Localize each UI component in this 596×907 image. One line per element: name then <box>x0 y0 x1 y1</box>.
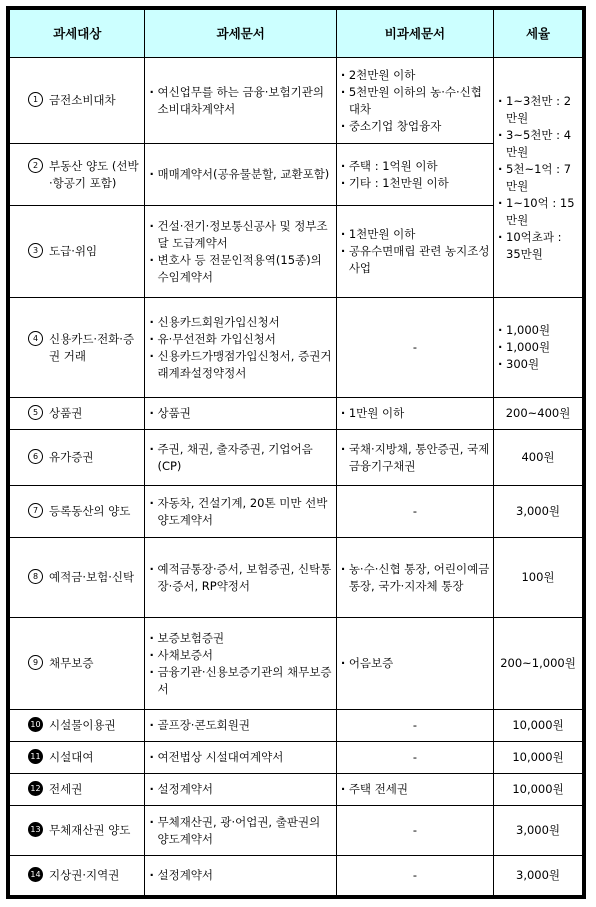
exempt-item: · 2천만원 이하 <box>340 67 490 84</box>
doc-item: · 무체재산권, 광·어업권, 출판권의 양도계약서 <box>148 814 332 848</box>
target-cell <box>10 430 145 486</box>
rate-cell: 400원 <box>494 430 583 486</box>
row-number-icon: 6 <box>28 449 43 464</box>
target-cell <box>10 856 145 896</box>
doc-item: · 주권, 채권, 출자증권, 기업어음(CP) <box>148 441 332 475</box>
exempt-item: · 공유수면매립 관련 농지조성사업 <box>340 243 490 277</box>
doc-cell <box>145 806 336 856</box>
target-label: 지상권·지역권 <box>49 868 120 882</box>
exempt-cell <box>336 618 493 710</box>
target-cell <box>10 742 145 774</box>
exempt-cell: - <box>336 742 493 774</box>
header-rate: 세율 <box>494 10 583 58</box>
exempt-item: · 기타 : 1천만원 이하 <box>340 175 490 192</box>
table-row <box>10 856 583 896</box>
doc-item: · 신용카드가맹점가입신청서, 증권거래계좌설정약정서 <box>148 348 332 382</box>
target-label: 시설대여 <box>49 750 94 764</box>
target-label: 채무보증 <box>49 656 94 670</box>
exempt-item: · 주택 : 1억원 이하 <box>340 158 490 175</box>
target-label: 금전소비대차 <box>49 93 116 107</box>
row-number-icon: 11 <box>28 749 43 764</box>
rate-cell <box>494 298 583 398</box>
doc-cell <box>145 144 336 206</box>
doc-item: · 자동차, 건설기계, 20톤 미만 선박 양도계약서 <box>148 495 332 529</box>
target-cell <box>10 206 145 298</box>
rate-cell: 3,000원 <box>494 856 583 896</box>
doc-item: · 골프장·콘도회원권 <box>148 717 332 734</box>
rate-item: · 1,000원 <box>497 322 579 339</box>
rate-item: · 10억초과 : 35만원 <box>497 229 579 263</box>
doc-cell <box>145 742 336 774</box>
doc-cell <box>145 856 336 896</box>
rate-cell: 100원 <box>494 538 583 618</box>
target-cell <box>10 398 145 430</box>
rate-cell: 3,000원 <box>494 806 583 856</box>
stamp-tax-table-frame <box>6 6 586 899</box>
target-label: 시설물이용권 <box>49 718 116 732</box>
table-row <box>10 486 583 538</box>
doc-item: · 설정계약서 <box>148 781 332 798</box>
doc-cell <box>145 486 336 538</box>
table-row <box>10 618 583 710</box>
table-row <box>10 806 583 856</box>
doc-cell <box>145 430 336 486</box>
header-exempt: 비과세문서 <box>336 10 493 58</box>
row-number-icon: 4 <box>28 331 43 346</box>
target-label: 상품권 <box>49 406 83 420</box>
table-row <box>10 742 583 774</box>
exempt-cell: - <box>336 298 493 398</box>
exempt-item: · 국채·지방채, 통안증권, 국제금융기구채권 <box>340 441 490 475</box>
row-number-icon: 2 <box>28 158 43 173</box>
row-number-icon: 10 <box>28 717 43 732</box>
doc-item: · 사채보증서 <box>148 647 332 664</box>
exempt-cell <box>336 430 493 486</box>
exempt-cell <box>336 58 493 144</box>
stamp-tax-table <box>9 9 583 896</box>
target-label: 예적금·보험·신탁 <box>49 570 135 584</box>
rate-cell: 10,000원 <box>494 742 583 774</box>
doc-cell <box>145 298 336 398</box>
rate-item: · 1~3천만 : 2만원 <box>497 93 579 127</box>
exempt-item: · 5천만원 이하의 농·수·신협 대차 <box>340 84 490 118</box>
target-label: 도급·위임 <box>49 244 98 258</box>
doc-cell <box>145 206 336 298</box>
table-row <box>10 58 583 144</box>
doc-cell <box>145 774 336 806</box>
header-target: 과세대상 <box>10 10 145 58</box>
row-number-icon: 3 <box>28 243 43 258</box>
exempt-cell: - <box>336 856 493 896</box>
row-number-icon: 5 <box>28 405 43 420</box>
target-label: 신용카드·전화·증권 거래 <box>49 331 135 363</box>
exempt-item: · 어음보증 <box>340 655 490 672</box>
exempt-item: · 1만원 이하 <box>340 405 490 422</box>
exempt-cell <box>336 144 493 206</box>
target-cell <box>10 806 145 856</box>
exempt-cell <box>336 538 493 618</box>
doc-item: · 금융기관·신용보증기관의 채무보증서 <box>148 664 332 698</box>
table-row <box>10 710 583 742</box>
doc-item: · 보증보험증권 <box>148 630 332 647</box>
row-number-icon: 8 <box>28 569 43 584</box>
row-number-icon: 7 <box>28 503 43 518</box>
doc-cell <box>145 538 336 618</box>
exempt-cell: - <box>336 710 493 742</box>
target-cell <box>10 538 145 618</box>
rate-cell: 10,000원 <box>494 774 583 806</box>
target-cell <box>10 144 145 206</box>
doc-item: · 매매계약서(공유물분할, 교환포함) <box>148 166 332 183</box>
target-label: 유가증권 <box>49 450 94 464</box>
table-row <box>10 430 583 486</box>
row-number-icon: 12 <box>28 781 43 796</box>
target-label: 등록동산의 양도 <box>49 504 131 518</box>
row-number-icon: 9 <box>28 655 43 670</box>
exempt-item: · 주택 전세권 <box>340 781 490 798</box>
target-cell <box>10 618 145 710</box>
target-cell <box>10 486 145 538</box>
exempt-cell: - <box>336 486 493 538</box>
rate-item: · 1~10억 : 15만원 <box>497 195 579 229</box>
doc-item: · 여전법상 시설대여계약서 <box>148 749 332 766</box>
target-label: 무체재산권 양도 <box>49 823 131 837</box>
rate-cell: 10,000원 <box>494 710 583 742</box>
row-number-icon: 13 <box>28 822 43 837</box>
table-row <box>10 298 583 398</box>
doc-item: · 예적금통장·증서, 보험증권, 신탁통장·증서, RP약정서 <box>148 561 332 595</box>
table-row <box>10 774 583 806</box>
target-cell <box>10 58 145 144</box>
target-cell <box>10 298 145 398</box>
doc-item: · 유·무선전화 가입신청서 <box>148 331 332 348</box>
target-label: 전세권 <box>49 782 83 796</box>
exempt-item: · 1천만원 이하 <box>340 226 490 243</box>
doc-item: · 신용카드회원가입신청서 <box>148 314 332 331</box>
doc-item: · 변호사 등 전문인적용역(15종)의 수임계약서 <box>148 252 332 286</box>
rate-cell: 200~400원 <box>494 398 583 430</box>
doc-cell <box>145 618 336 710</box>
target-cell <box>10 710 145 742</box>
exempt-cell <box>336 398 493 430</box>
row-number-icon: 1 <box>28 92 43 107</box>
header-doc: 과세문서 <box>145 10 336 58</box>
target-label: 부동산 양도 (선박·항공기 포함) <box>49 158 139 190</box>
rate-item: · 300원 <box>497 356 579 373</box>
exempt-cell: - <box>336 806 493 856</box>
rate-cell: 200~1,000원 <box>494 618 583 710</box>
doc-item: · 여신업무를 하는 금융·보험기관의 소비대차계약서 <box>148 84 332 118</box>
rate-item: · 5천~1억 : 7만원 <box>497 161 579 195</box>
doc-cell <box>145 710 336 742</box>
doc-item: · 상품권 <box>148 405 332 422</box>
table-row <box>10 538 583 618</box>
rate-item: · 1,000원 <box>497 339 579 356</box>
exempt-cell <box>336 774 493 806</box>
doc-item: · 건설·전기·정보통신공사 및 정부조달 도급계약서 <box>148 218 332 252</box>
rate-cell-group <box>494 58 583 298</box>
doc-cell <box>145 398 336 430</box>
exempt-item: · 농·수·신협 통장, 어린이예금 통장, 국가·지자체 통장 <box>340 561 490 595</box>
exempt-cell <box>336 206 493 298</box>
row-number-icon: 14 <box>28 867 43 882</box>
rate-item: · 3~5천만 : 4만원 <box>497 127 579 161</box>
exempt-item: · 중소기업 창업융자 <box>340 118 490 135</box>
table-row <box>10 398 583 430</box>
rate-cell: 3,000원 <box>494 486 583 538</box>
doc-item: · 설정계약서 <box>148 867 332 884</box>
header-row <box>10 10 583 58</box>
target-cell <box>10 774 145 806</box>
doc-cell <box>145 58 336 144</box>
